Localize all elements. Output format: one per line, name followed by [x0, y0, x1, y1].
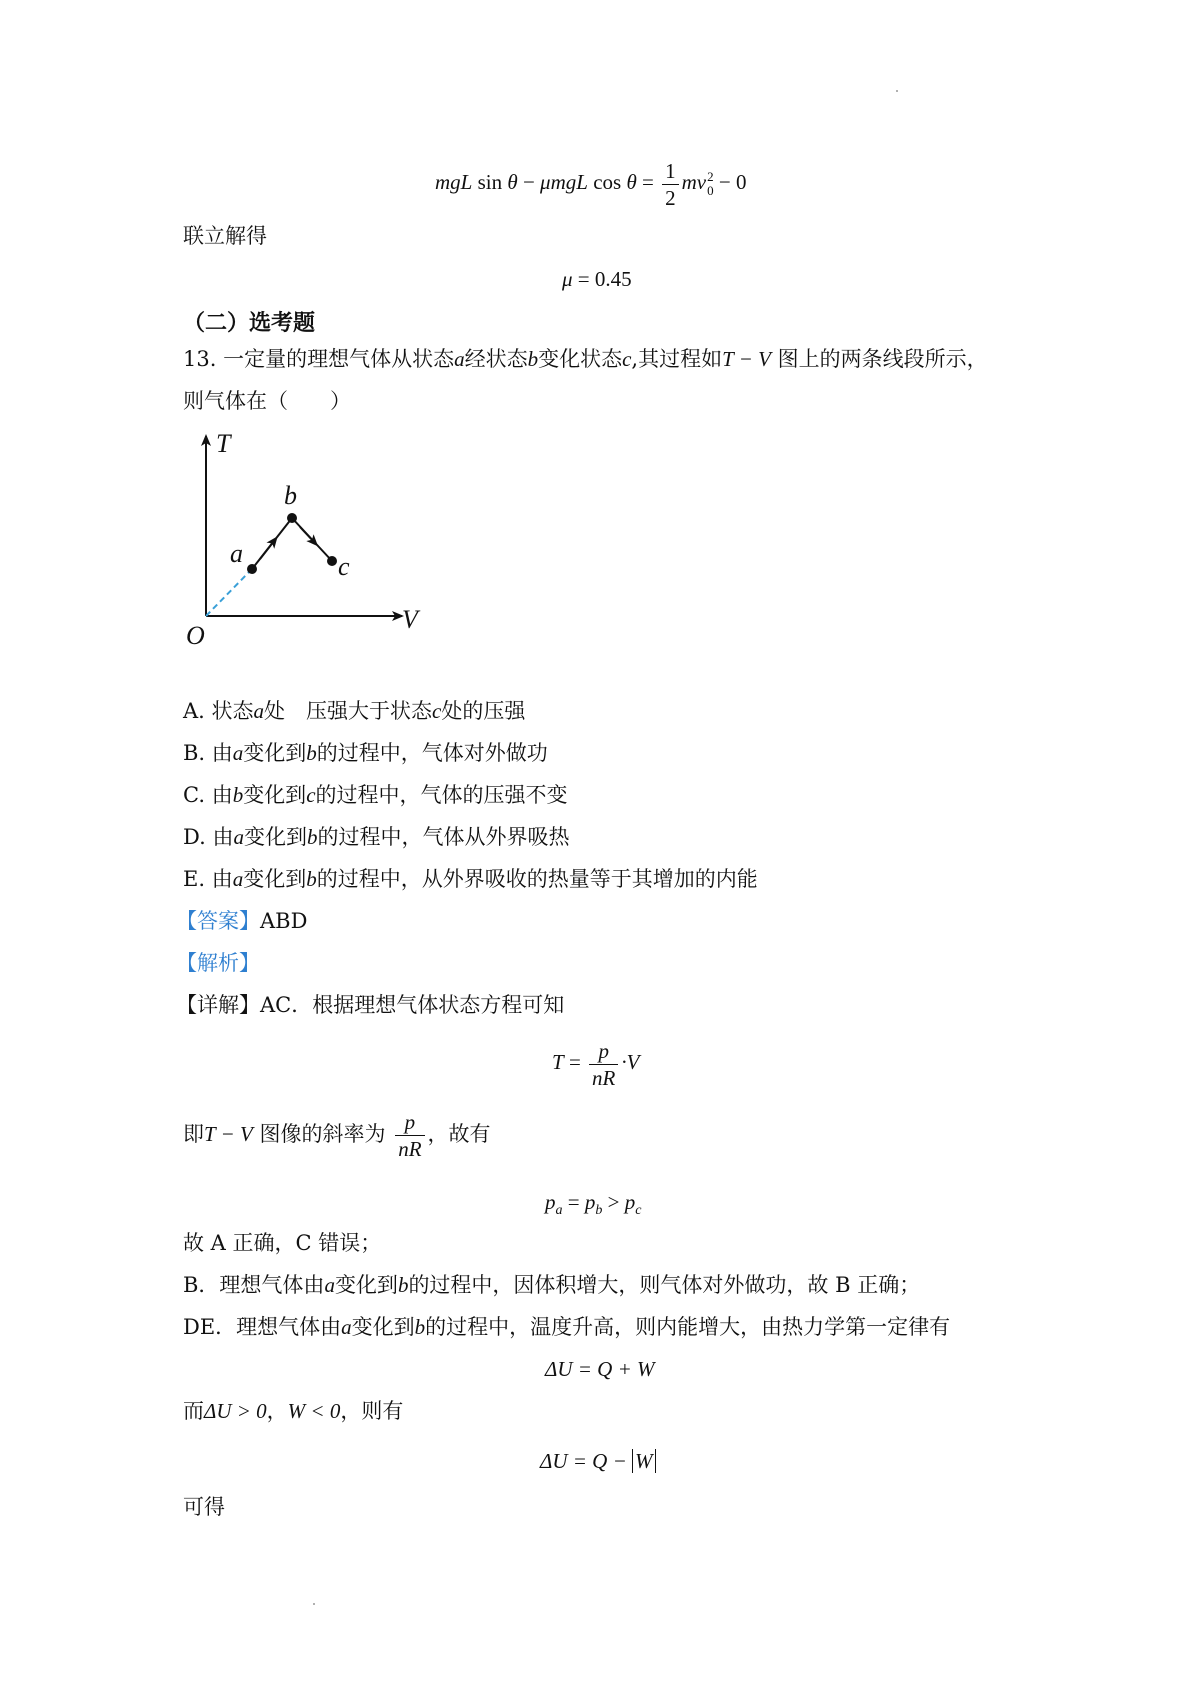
equation-mu: μ = 0.45 [562, 267, 632, 291]
point-b [287, 513, 297, 523]
answer-value: ABD [260, 909, 308, 933]
tv-diagram [180, 428, 440, 658]
equation-pressures: $p_a = p_b > p_c$ [545, 1190, 642, 1219]
page-dot-top [896, 90, 898, 92]
dashed-line-origin-a [206, 569, 252, 616]
fraction-slope: $\frac{p}{nR}$ [395, 1109, 424, 1162]
option-c: C. 由b变化到c的过程中，气体的压强不变 [183, 783, 568, 807]
detail-line: 【详解】AC．根据理想气体状态方程可知 [176, 993, 565, 1017]
question-line-2: 则气体在（ ） [183, 389, 351, 413]
fraction-half: $\frac{1}{2}$ [662, 158, 679, 211]
label-origin: O [186, 621, 205, 650]
label-b: b [284, 481, 297, 510]
label-a: a [230, 539, 243, 568]
equation-first-law: ΔU = Q + W [545, 1357, 655, 1381]
option-a: A. 状态a处 压强大于状态c处的压强 [183, 699, 526, 723]
option-b: B. 由a变化到b的过程中，气体对外做功 [183, 741, 548, 765]
option-d: D. 由a变化到b的过程中，气体从外界吸热 [183, 825, 570, 849]
equation-energy: mgL sin θ − μmgL cos θ = $\frac{1}{2}$ mv 2 0 − 0 [435, 158, 747, 210]
point-a [247, 564, 257, 574]
label-t: T [216, 429, 231, 458]
section-heading: （二）选考题 [183, 310, 316, 336]
text-kede: 可得 [183, 1495, 225, 1519]
condition-line: 而ΔU > 0，W < 0，则有 [183, 1399, 404, 1423]
answer-label: 【答案】 [176, 909, 260, 933]
label-c: c [338, 552, 350, 581]
option-e: E. 由a变化到b的过程中，从外界吸收的热量等于其增加的内能 [183, 867, 758, 891]
point-c [327, 556, 337, 566]
arrow-b-c [300, 527, 314, 542]
answer-line [176, 907, 307, 935]
fraction-p-nr: $\frac{p}{nR}$ [589, 1038, 618, 1091]
label-v: V [402, 605, 418, 634]
arrow-a-b [260, 541, 274, 559]
paragraph-b: B．理想气体由a变化到b的过程中，因体积增大，则气体对外做功，故 B 正确； [183, 1273, 921, 1297]
text-lianli: 联立解得 [183, 224, 267, 248]
question-line-1: 13. 一定量的理想气体从状态a经状态b变化状态c,其过程如T − V 图上的两条线段所示， [183, 347, 988, 371]
page-dot-bottom [313, 1603, 315, 1605]
paragraph-de: DE．理想气体由a变化到b的过程中，温度升高，则内能增大，由热力学第一定律有 [183, 1315, 951, 1339]
slope-line: 即T − V 图像的斜率为 $\frac{p}{nR}$ ，故有 [183, 1110, 491, 1161]
equation-state: T = $\frac{p}{nR}$ ·V [552, 1038, 640, 1090]
conclusion-ac: 故 A 正确，C 错误； [183, 1231, 382, 1255]
analysis-label: 【解析】 [176, 951, 260, 975]
equation-abs-w: ΔU = Q − W [540, 1445, 656, 1477]
